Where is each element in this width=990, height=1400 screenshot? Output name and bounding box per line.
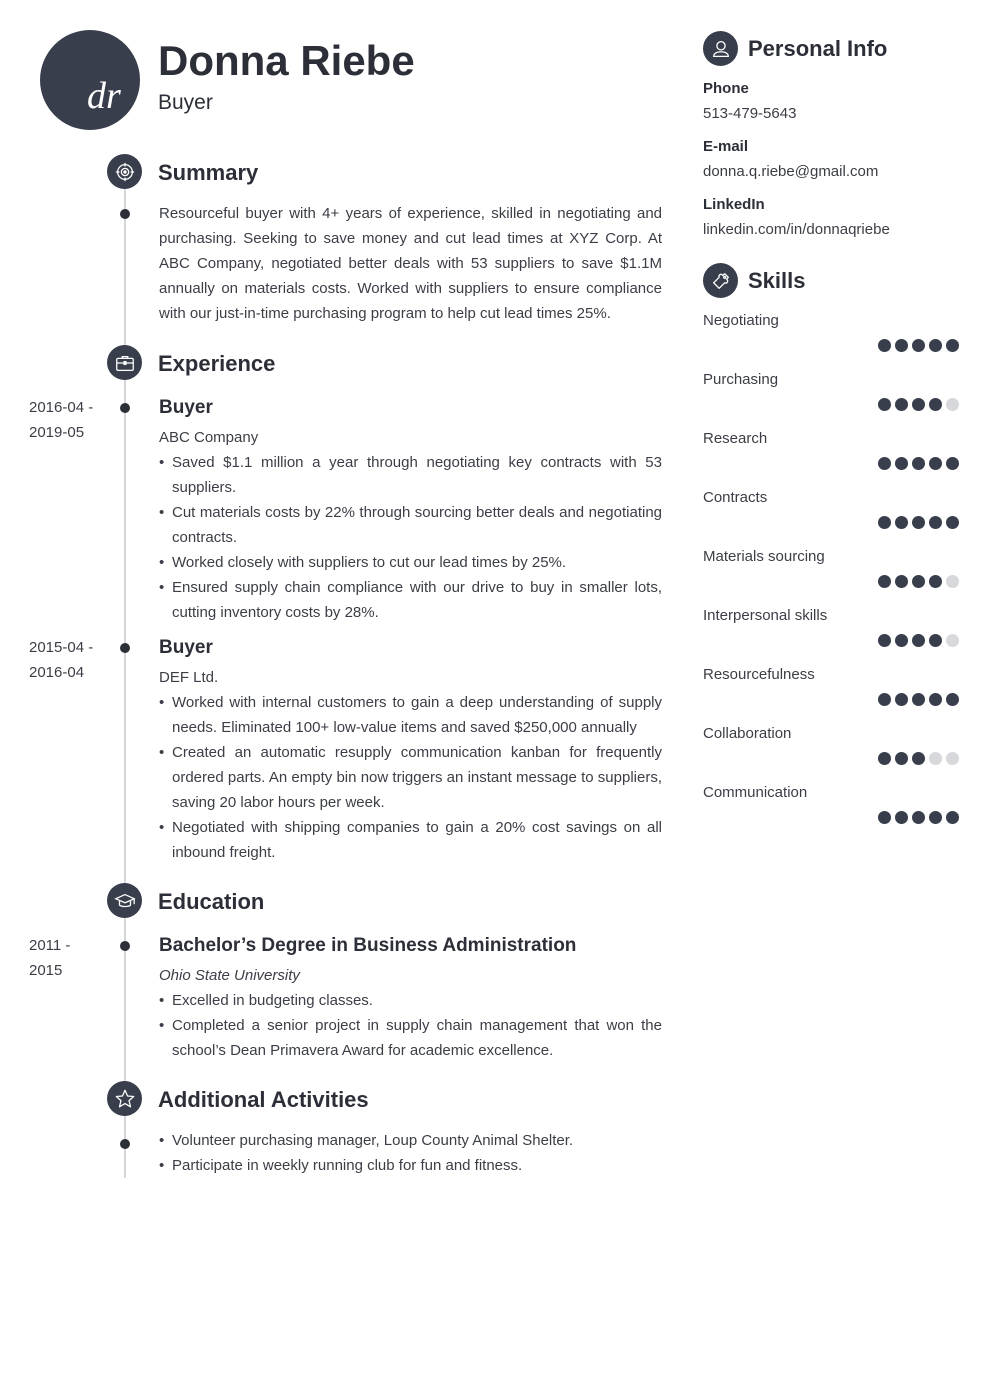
phone-value: 513-479-5643 bbox=[703, 105, 797, 122]
rating-dot-filled bbox=[912, 398, 925, 411]
rating-dot-filled bbox=[929, 693, 942, 706]
skills-heading: Skills bbox=[748, 268, 806, 293]
rating-dot-filled bbox=[878, 693, 891, 706]
rating-dot-filled bbox=[912, 811, 925, 824]
email-label: E-mail bbox=[703, 138, 749, 155]
timeline-dot bbox=[120, 403, 130, 413]
skill-name: Materials sourcing bbox=[703, 548, 825, 565]
skill-rating bbox=[878, 516, 959, 529]
edu-entry bbox=[159, 935, 662, 1063]
rating-dot-filled bbox=[946, 516, 959, 529]
skill-name: Communication bbox=[703, 784, 808, 801]
linkedin-value: linkedin.com/in/donnaqriebe bbox=[703, 221, 890, 238]
rating-dot-filled bbox=[912, 457, 925, 470]
job-bullets bbox=[159, 450, 662, 625]
job-date-end: 2016-04 bbox=[29, 664, 85, 681]
timeline-dot bbox=[120, 941, 130, 951]
rating-dot-empty bbox=[946, 398, 959, 411]
person-icon bbox=[703, 31, 738, 66]
skill-name: Collaboration bbox=[703, 725, 792, 742]
activities-entry bbox=[159, 1128, 662, 1178]
timeline-dot bbox=[120, 209, 130, 219]
timeline-line bbox=[124, 172, 126, 1178]
rating-dot-filled bbox=[946, 811, 959, 824]
bullet-item: • Saved $1.1 million a year through negotiating key contracts with 53 suppliers. bbox=[159, 450, 662, 500]
skill-rating bbox=[878, 752, 959, 765]
rating-dot-filled bbox=[895, 752, 908, 765]
briefcase-icon bbox=[107, 345, 142, 380]
phone-label: Phone bbox=[703, 80, 749, 97]
bullet-item: • Worked with internal customers to gain a deep understanding of supply needs. Eliminated 100+ low-value items and saved $250,000 annually bbox=[159, 690, 662, 740]
skill-name: Research bbox=[703, 430, 768, 447]
skill-item bbox=[703, 312, 959, 364]
job-date-end: 2019-05 bbox=[29, 424, 85, 441]
rating-dot-filled bbox=[912, 752, 925, 765]
rating-dot-filled bbox=[929, 339, 942, 352]
job-entry bbox=[159, 637, 662, 865]
skill-item bbox=[703, 784, 959, 836]
personal-info-heading: Personal Info bbox=[748, 36, 888, 61]
rating-dot-filled bbox=[895, 339, 908, 352]
experience-heading: Experience bbox=[158, 351, 276, 376]
school-name: Ohio State University bbox=[159, 967, 300, 984]
rating-dot-filled bbox=[878, 516, 891, 529]
skill-item bbox=[703, 548, 959, 600]
rating-dot-filled bbox=[929, 575, 942, 588]
candidate-title: Buyer bbox=[158, 91, 213, 114]
rating-dot-filled bbox=[929, 398, 942, 411]
rating-dot-filled bbox=[929, 516, 942, 529]
rating-dot-filled bbox=[895, 398, 908, 411]
rating-dot-empty bbox=[946, 634, 959, 647]
timeline-dot bbox=[120, 1139, 130, 1149]
skill-name: Resourcefulness bbox=[703, 666, 815, 683]
skill-rating bbox=[878, 339, 959, 352]
email-value: donna.q.riebe@gmail.com bbox=[703, 163, 879, 180]
rating-dot-filled bbox=[895, 457, 908, 470]
skill-rating bbox=[878, 634, 959, 647]
rating-dot-filled bbox=[946, 693, 959, 706]
rating-dot-empty bbox=[946, 575, 959, 588]
rating-dot-filled bbox=[878, 575, 891, 588]
rating-dot-filled bbox=[912, 339, 925, 352]
rating-dot-filled bbox=[912, 693, 925, 706]
rating-dot-filled bbox=[878, 752, 891, 765]
rating-dot-filled bbox=[895, 575, 908, 588]
job-title: Buyer bbox=[159, 397, 213, 418]
bullet-item: • Participate in weekly running club for fun and fitness. bbox=[159, 1153, 662, 1178]
skill-name: Interpersonal skills bbox=[703, 607, 828, 624]
edu-date bbox=[29, 933, 109, 983]
rating-dot-empty bbox=[946, 752, 959, 765]
job-company: DEF Ltd. bbox=[159, 669, 219, 686]
job-bullets bbox=[159, 690, 662, 865]
rating-dot-filled bbox=[912, 516, 925, 529]
rating-dot-filled bbox=[946, 339, 959, 352]
skill-rating bbox=[878, 575, 959, 588]
rating-dot-filled bbox=[878, 398, 891, 411]
skill-item bbox=[703, 725, 959, 777]
bullet-item: • Volunteer purchasing manager, Loup County Animal Shelter. bbox=[159, 1128, 662, 1153]
edu-bullets bbox=[159, 988, 662, 1063]
skill-name: Contracts bbox=[703, 489, 768, 506]
rating-dot-filled bbox=[895, 811, 908, 824]
summary-text: Resourceful buyer with 4+ years of experience, skilled in negotiating and purchasing. Seeking to save money and cut lead times at XYZ Corp. At ABC Company, negotiated better deals with 53 suppliers to save $1.1M annually on materials costs. Worked with suppliers to ensure compliance with our just-in-time purchasing program to help cut lead times 25%. bbox=[159, 205, 662, 322]
rating-dot-filled bbox=[912, 575, 925, 588]
bullet-item: • Negotiated with shipping companies to gain a 20% cost savings on all inbound freight. bbox=[159, 815, 662, 865]
job-date-start: 2016-04 - bbox=[29, 399, 94, 416]
bullet-item: • Worked closely with suppliers to cut our lead times by 25%. bbox=[159, 550, 662, 575]
rating-dot-filled bbox=[946, 457, 959, 470]
skill-item bbox=[703, 489, 959, 541]
graduation-cap-icon bbox=[107, 883, 142, 918]
job-date-start: 2015-04 - bbox=[29, 639, 94, 656]
rating-dot-filled bbox=[895, 634, 908, 647]
education-heading: Education bbox=[158, 889, 265, 914]
timeline-dot bbox=[120, 643, 130, 653]
skill-rating bbox=[878, 693, 959, 706]
bullet-item: • Created an automatic resupply communication kanban for frequently ordered parts. An empty bin now triggers an instant message to suppliers, saving 20 labor hours per week. bbox=[159, 740, 662, 815]
job-date bbox=[29, 395, 109, 445]
skill-name: Negotiating bbox=[703, 312, 779, 329]
job-entry bbox=[159, 397, 662, 625]
bullet-item: • Ensured supply chain compliance with our drive to buy in smaller lots, cutting inventory costs by 28%. bbox=[159, 575, 662, 625]
star-icon bbox=[107, 1081, 142, 1116]
summary-heading: Summary bbox=[158, 160, 259, 185]
skill-name: Purchasing bbox=[703, 371, 779, 388]
activities-heading: Additional Activities bbox=[158, 1087, 369, 1112]
rating-dot-filled bbox=[929, 634, 942, 647]
rating-dot-filled bbox=[878, 634, 891, 647]
bullet-item: • Completed a senior project in supply chain management that won the school’s Dean Primavera Award for academic excellence. bbox=[159, 1013, 662, 1063]
skill-item bbox=[703, 371, 959, 423]
job-company: ABC Company bbox=[159, 429, 259, 446]
puzzle-icon bbox=[703, 263, 738, 298]
bullet-item: • Cut materials costs by 22% through sourcing better deals and negotiating contracts. bbox=[159, 500, 662, 550]
rating-dot-filled bbox=[929, 811, 942, 824]
rating-dot-filled bbox=[912, 634, 925, 647]
rating-dot-filled bbox=[878, 811, 891, 824]
rating-dot-filled bbox=[895, 693, 908, 706]
rating-dot-filled bbox=[929, 457, 942, 470]
target-icon bbox=[107, 154, 142, 189]
edu-date-start: 2011 - bbox=[29, 937, 71, 954]
skill-item bbox=[703, 430, 959, 482]
job-title: Buyer bbox=[159, 637, 213, 658]
job-date bbox=[29, 635, 109, 685]
skill-rating bbox=[878, 398, 959, 411]
candidate-name: Donna Riebe bbox=[158, 37, 415, 84]
rating-dot-filled bbox=[878, 457, 891, 470]
rating-dot-filled bbox=[895, 516, 908, 529]
skill-item bbox=[703, 607, 959, 659]
skill-rating bbox=[878, 811, 959, 824]
rating-dot-filled bbox=[878, 339, 891, 352]
avatar-initials: dr bbox=[87, 75, 121, 117]
activities-bullets bbox=[159, 1128, 662, 1178]
degree-title: Bachelor’s Degree in Business Administration bbox=[159, 935, 577, 956]
linkedin-label: LinkedIn bbox=[703, 196, 765, 213]
skill-item bbox=[703, 666, 959, 718]
skill-rating bbox=[878, 457, 959, 470]
rating-dot-empty bbox=[929, 752, 942, 765]
avatar bbox=[40, 30, 140, 130]
bullet-item: • Excelled in budgeting classes. bbox=[159, 988, 662, 1013]
edu-date-end: 2015 bbox=[29, 962, 63, 979]
